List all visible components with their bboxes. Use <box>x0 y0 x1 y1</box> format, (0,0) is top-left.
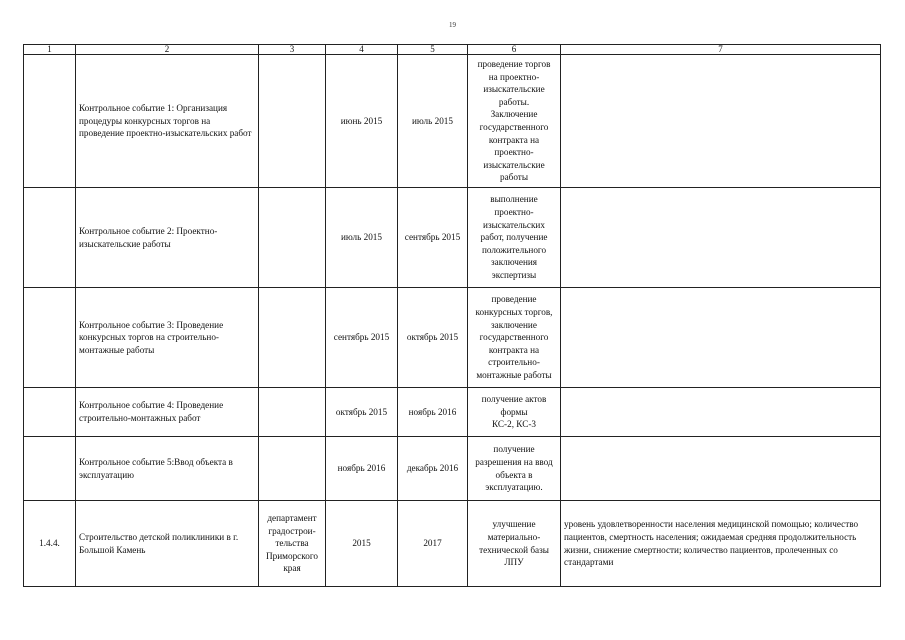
indicator <box>561 55 881 188</box>
indicator <box>561 388 881 437</box>
end-date: июль 2015 <box>398 55 468 188</box>
end-date: декабрь 2016 <box>398 437 468 501</box>
end-date: сентябрь 2015 <box>398 188 468 288</box>
row-number <box>24 437 76 501</box>
table-row <box>24 437 881 501</box>
start-date: июнь 2015 <box>326 55 398 188</box>
start-date: ноябрь 2016 <box>326 437 398 501</box>
end-date: 2017 <box>398 501 468 587</box>
expected-result: получение актов формы КС-2, КС-3 <box>468 388 561 437</box>
column-number: 3 <box>259 45 326 55</box>
indicator <box>561 188 881 288</box>
column-number: 4 <box>326 45 398 55</box>
indicator <box>561 288 881 388</box>
row-number <box>24 388 76 437</box>
expected-result: улучшение материально- технической базы ЛПУ <box>468 501 561 587</box>
column-number: 7 <box>561 45 881 55</box>
executor <box>259 437 326 501</box>
table-row <box>24 501 881 587</box>
executor <box>259 188 326 288</box>
row-number <box>24 288 76 388</box>
column-number: 6 <box>468 45 561 55</box>
row-number <box>24 55 76 188</box>
start-date: июль 2015 <box>326 188 398 288</box>
event-name: Контрольное событие 1: Организация процедуры конкурсных торгов на проведение проектно-изыскательских работ <box>76 55 259 188</box>
event-name: Контрольное событие 5:Ввод объекта в эксплуатацию <box>76 437 259 501</box>
column-number: 5 <box>398 45 468 55</box>
executor <box>259 388 326 437</box>
event-name: Строительство детской поликлиники в г. Большой Камень <box>76 501 259 587</box>
table-row <box>24 55 881 188</box>
table-row <box>24 288 881 388</box>
column-number: 2 <box>76 45 259 55</box>
column-number-row <box>24 45 881 55</box>
table-row <box>24 188 881 288</box>
end-date: октябрь 2015 <box>398 288 468 388</box>
row-number: 1.4.4. <box>24 501 76 587</box>
event-name: Контрольное событие 3: Проведение конкурсных торгов на строительно-монтажные работы <box>76 288 259 388</box>
start-date: октябрь 2015 <box>326 388 398 437</box>
start-date: 2015 <box>326 501 398 587</box>
event-name: Контрольное событие 4: Проведение строительно-монтажных работ <box>76 388 259 437</box>
measures-table <box>23 44 881 587</box>
executor <box>259 288 326 388</box>
expected-result: выполнение проектно- изыскательских работ, получение положительного заключения экспертизы <box>468 188 561 288</box>
table-row <box>24 388 881 437</box>
start-date: сентябрь 2015 <box>326 288 398 388</box>
executor <box>259 55 326 188</box>
column-number: 1 <box>24 45 76 55</box>
row-number <box>24 188 76 288</box>
end-date: ноябрь 2016 <box>398 388 468 437</box>
expected-result: проведение торгов на проектно- изыскательские работы. Заключение государственного контракта на проектно- изыскательские работы <box>468 55 561 188</box>
executor: департамент градострои- тельства Приморского края <box>259 501 326 587</box>
indicator: уровень удовлетворенности населения медицинской помощью; количество пациентов, смертность населения; ожидаемая средняя продолжительность жизни, снижение смертности; количество пациентов, пролеченных со стандартами <box>561 501 881 587</box>
indicator <box>561 437 881 501</box>
expected-result: проведение конкурсных торгов, заключение государственного контракта на строительно- монтажные работы <box>468 288 561 388</box>
expected-result: получение разрешения на ввод объекта в эксплуатацию. <box>468 437 561 501</box>
page-number: 19 <box>449 21 456 29</box>
event-name: Контрольное событие 2: Проектно-изыскательские работы <box>76 188 259 288</box>
